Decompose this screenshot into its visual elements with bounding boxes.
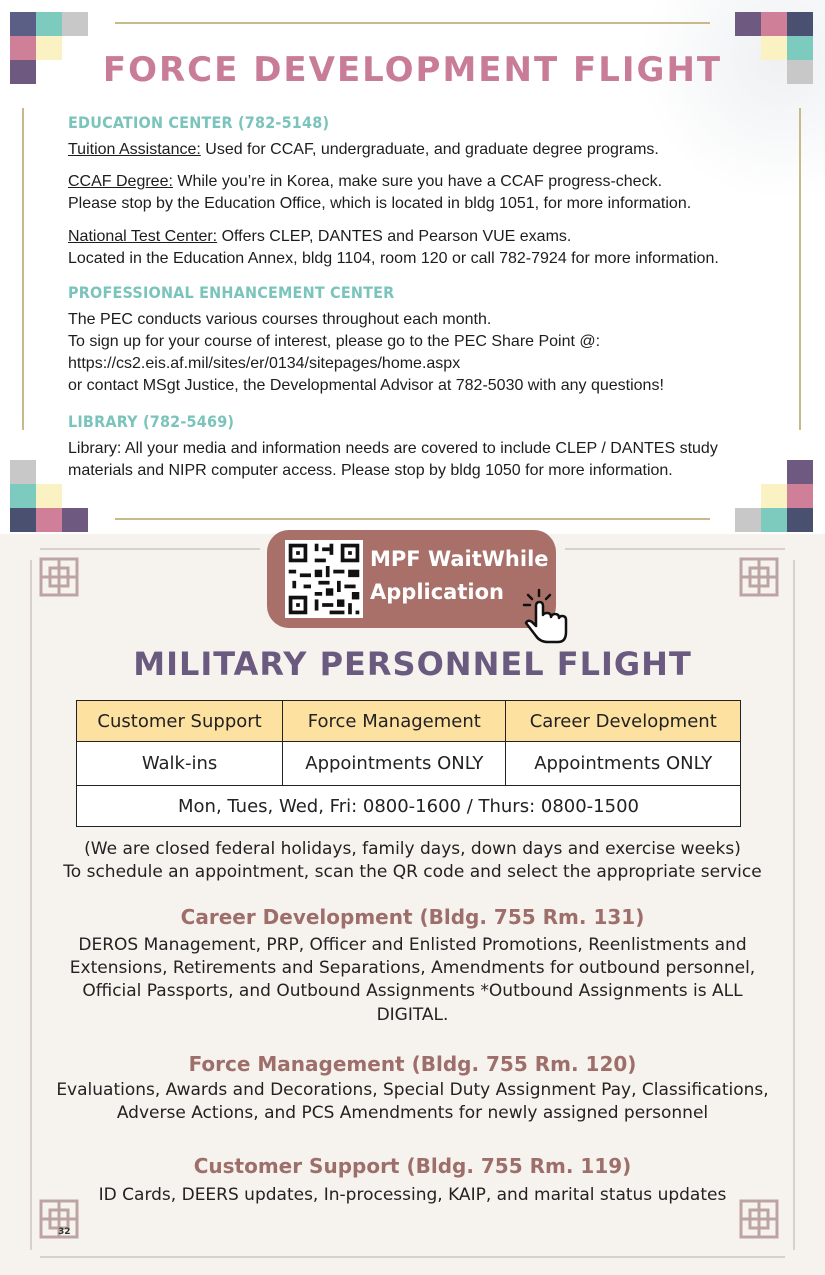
library-heading: LIBRARY (782-5469) <box>68 412 235 431</box>
customer-support-heading: Customer Support (Bldg. 755 Rm. 119) <box>193 1154 632 1178</box>
table-header-row <box>77 701 741 742</box>
national-test-center-text: National Test Center: Offers CLEP, DANTES and Pearson VUE exams. Located in the Education Annex, bldg 1104, room 120 or call 782-7924 for more information. <box>68 228 719 267</box>
pec-text: The PEC conducts various courses throughout each month. To sign up for your course of interest, please go to the PEC Share Point @: https://cs2.eis.af.mil/sites/er/0134/sitepages/home.aspx or contact MSgt Justice, the Developmental Advisor at 782-5030 with any questions! <box>68 311 664 394</box>
page-number: 32 <box>58 1227 71 1237</box>
table-cell: Appointments ONLY <box>506 742 741 786</box>
force-management-line: Evaluations, Awards and Decorations, Special Duty Assignment Pay, Classifications, <box>56 1080 769 1100</box>
header-customer-support: Customer Support <box>77 701 283 742</box>
pointing-hand-icon <box>510 586 574 646</box>
knot-ornament-icon <box>38 556 80 598</box>
right-border <box>799 108 801 430</box>
national-test-center-label: National Test Center: <box>68 228 218 245</box>
header-career-development: Career Development <box>506 701 741 742</box>
service-hours-table <box>76 700 741 827</box>
military-personnel-title: MILITARY PERSONNEL FLIGHT <box>133 645 692 683</box>
career-development-line: DIGITAL. <box>376 1005 449 1025</box>
table-cell: Walk-ins <box>77 742 283 786</box>
career-development-line: Extensions, Retirements and Separations, Amendments for outbound personnel, <box>69 958 756 978</box>
left-border <box>22 108 24 430</box>
top-divider <box>115 22 710 24</box>
bottom-divider <box>115 518 710 520</box>
schedule-note: To schedule an appointment, scan the QR code and select the appropriate service <box>63 862 762 882</box>
career-development-line: DEROS Management, PRP, Officer and Enlisted Promotions, Reenlistments and <box>78 935 747 955</box>
waitwhile-label-line1: MPF WaitWhile <box>370 547 549 571</box>
force-management-heading: Force Management (Bldg. 755 Rm. 120) <box>188 1052 637 1076</box>
force-development-title: FORCE DEVELOPMENT FLIGHT <box>102 50 723 90</box>
customer-support-line: ID Cards, DEERS updates, In-processing, KAIP, and marital status updates <box>98 1185 727 1205</box>
hours-cell: Mon, Tues, Wed, Fri: 0800-1600 / Thurs: 0800-1500 <box>77 786 741 827</box>
tuition-assistance-label: Tuition Assistance: <box>68 141 201 158</box>
waitwhile-label-line2: Application <box>370 580 504 604</box>
table-row <box>77 786 741 827</box>
library-text: Library: All your media and information needs are covered to include CLEP / DANTES study materials and NIPR computer access. Please stop by bldg 1050 for more information. <box>68 440 718 479</box>
ccaf-degree-label: CCAF Degree: <box>68 173 173 190</box>
career-development-heading: Career Development (Bldg. 755 Rm. 131) <box>180 905 645 929</box>
qr-code-icon[interactable] <box>285 540 363 618</box>
education-center-heading: EDUCATION CENTER (782-5148) <box>68 113 330 132</box>
pec-sharepoint-link[interactable]: https://cs2.eis.af.mil/sites/er/0134/sitepages/home.aspx <box>68 355 461 372</box>
career-development-line: Official Passports, and Outbound Assignments *Outbound Assignments is ALL <box>82 981 743 1001</box>
closure-note: (We are closed federal holidays, family days, down days and exercise weeks) <box>84 839 741 859</box>
tuition-assistance-text: Tuition Assistance: Used for CCAF, undergraduate, and graduate degree programs. <box>68 141 659 158</box>
ccaf-degree-text: CCAF Degree: While you’re in Korea, make sure you have a CCAF progress-check. Please stop by the Education Office, which is located in bldg 1051, for more information. <box>68 173 692 212</box>
header-force-management: Force Management <box>283 701 506 742</box>
force-management-line: Adverse Actions, and PCS Amendments for newly assigned personnel <box>116 1103 709 1123</box>
pec-heading: PROFESSIONAL ENHANCEMENT CENTER <box>68 283 395 302</box>
knot-ornament-icon <box>738 556 780 598</box>
table-cell: Appointments ONLY <box>283 742 506 786</box>
table-row <box>77 742 741 786</box>
